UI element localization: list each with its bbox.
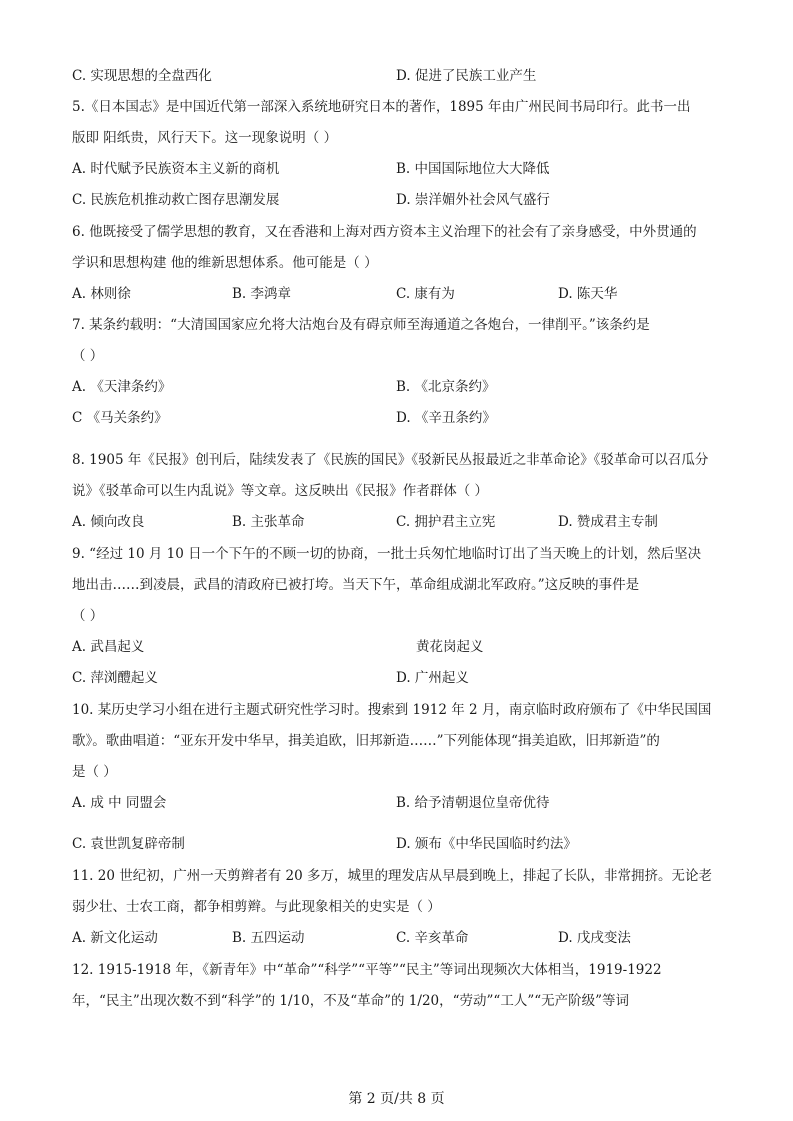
- q9-stem-line-2: 地出击……到凌晨，武昌的清政府已被打垮。当天下午，革命组成湖北军政府。”这反映的事件是: [72, 577, 640, 593]
- q4-option-c: C. 实现思想的全盘西化: [72, 68, 212, 84]
- q7-option-c: C 《马关条约》: [72, 410, 168, 426]
- q5-option-d: D. 崇洋媚外社会风气盛行: [396, 192, 550, 208]
- q11-option-b: B. 五四运动: [232, 930, 305, 946]
- q5-option-b: B. 中国国际地位大大降低: [396, 161, 550, 177]
- q7-stem-line-1: 7. 某条约载明：“大清国国家应允将大沽炮台及有碍京师至海通道之各炮台，一律削平。”该条约是: [72, 317, 650, 333]
- q10-option-b: B. 给予清朝退位皇帝优待: [396, 795, 550, 811]
- q12-stem-line-1: 12. 1915-1918 年，《新青年》中“革命”“科学”“平等”“民主”等词出现频次大体相当，1919-1922: [72, 962, 662, 978]
- q7-stem-line-2: （ ）: [72, 348, 104, 364]
- q5-stem-line-1: 5.《日本国志》是中国近代第一部深入系统地研究日本的著作，1895 年由广州民间书局印行。此书一出: [72, 99, 691, 115]
- q11-stem-line-1: 11. 20 世纪初，广州一天剪辫者有 20 多万，城里的理发店从早晨到晚上，排起了长队，非常拥挤。无论老: [72, 868, 712, 884]
- page-number: 第 2 页/共 8 页: [348, 1091, 445, 1107]
- q11-option-d: D. 戊戌变法: [558, 930, 631, 946]
- q6-option-c: C. 康有为: [396, 286, 455, 302]
- q6-option-b: B. 李鸿章: [232, 286, 292, 302]
- q9-stem-line-1: 9. “经过 10 月 10 日一个下午的不顾一切的协商，一批士兵匆忙地临时订出了当天晚上的计划，然后坚决: [72, 546, 702, 562]
- q11-option-a: A. 新文化运动: [72, 930, 158, 946]
- q5-option-a: A. 时代赋予民族资本主义新的商机: [72, 161, 280, 177]
- q6-option-d: D. 陈天华: [558, 286, 618, 302]
- q8-option-a: A. 倾向改良: [72, 514, 145, 530]
- q10-option-a: A. 成 中 同盟会: [72, 795, 167, 811]
- q10-option-d: D. 颁布《中华民国临时约法》: [396, 836, 577, 852]
- q10-stem-line-1: 10. 某历史学习小组在进行主题式研究性学习时。搜索到 1912 年 2 月，南京临时政府颁布了《中华民国国: [72, 702, 712, 718]
- q9-option-a: A. 武昌起义: [72, 639, 145, 655]
- q9-stem-line-3: （ ）: [72, 608, 104, 624]
- q9-option-c: C. 萍浏醴起义: [72, 670, 158, 686]
- q9-option-d: D. 广州起义: [396, 670, 469, 686]
- q6-option-a: A. 林则徐: [72, 286, 131, 302]
- q12-stem-line-2: 年，“民主”出现次数不到“科学”的 1/10，不及“革命”的 1/20，“劳动”“工人”“无产阶级”等词: [72, 993, 630, 1009]
- q11-stem-line-2: 弱少壮、士农工商，都争相剪辫。与此现象相关的史实是（ ）: [72, 899, 441, 915]
- q9-option-b: 黄花岗起义: [416, 639, 484, 655]
- q10-stem-line-2: 歌》。歌曲唱道：“亚东开发中华早，揖美追欧，旧邦新造……”下列能体现“揖美追欧，旧邦新造”的: [72, 733, 660, 749]
- q7-option-b: B. 《北京条约》: [396, 379, 496, 395]
- q10-stem-line-3: 是（ ）: [72, 764, 117, 780]
- q6-stem-line-2: 学识和思想构建 他的维新思想体系。他可能是（ ）: [72, 255, 378, 271]
- q10-option-c: C. 袁世凯复辟帝制: [72, 836, 185, 852]
- q7-option-a: A. 《天津条约》: [72, 379, 172, 395]
- q8-option-c: C. 拥护君主立宪: [396, 514, 496, 530]
- q7-option-d: D. 《辛丑条约》: [396, 410, 496, 426]
- q5-stem-line-2: 版即 阳纸贵，风行天下。这一现象说明（ ）: [72, 130, 338, 146]
- q8-option-b: B. 主张革命: [232, 514, 305, 530]
- q8-option-d: D. 赞成君主专制: [558, 514, 658, 530]
- q6-stem-line-1: 6. 他既接受了儒学思想的教育，又在香港和上海对西方资本主义治理下的社会有了亲身感受，中外贯通的: [72, 224, 697, 240]
- q8-stem-line-2: 说》《驳革命可以生内乱说》等文章。这反映出《民报》作者群体（ ）: [72, 483, 489, 499]
- q4-option-d: D. 促进了民族工业产生: [396, 68, 537, 84]
- q5-option-c: C. 民族危机推动救亡图存思潮发展: [72, 192, 280, 208]
- q11-option-c: C. 辛亥革命: [396, 930, 469, 946]
- q8-stem-line-1: 8. 1905 年《民报》创刊后，陆续发表了《民族的国民》《驳新民丛报最近之非革命论》《驳革命可以召瓜分: [72, 452, 709, 468]
